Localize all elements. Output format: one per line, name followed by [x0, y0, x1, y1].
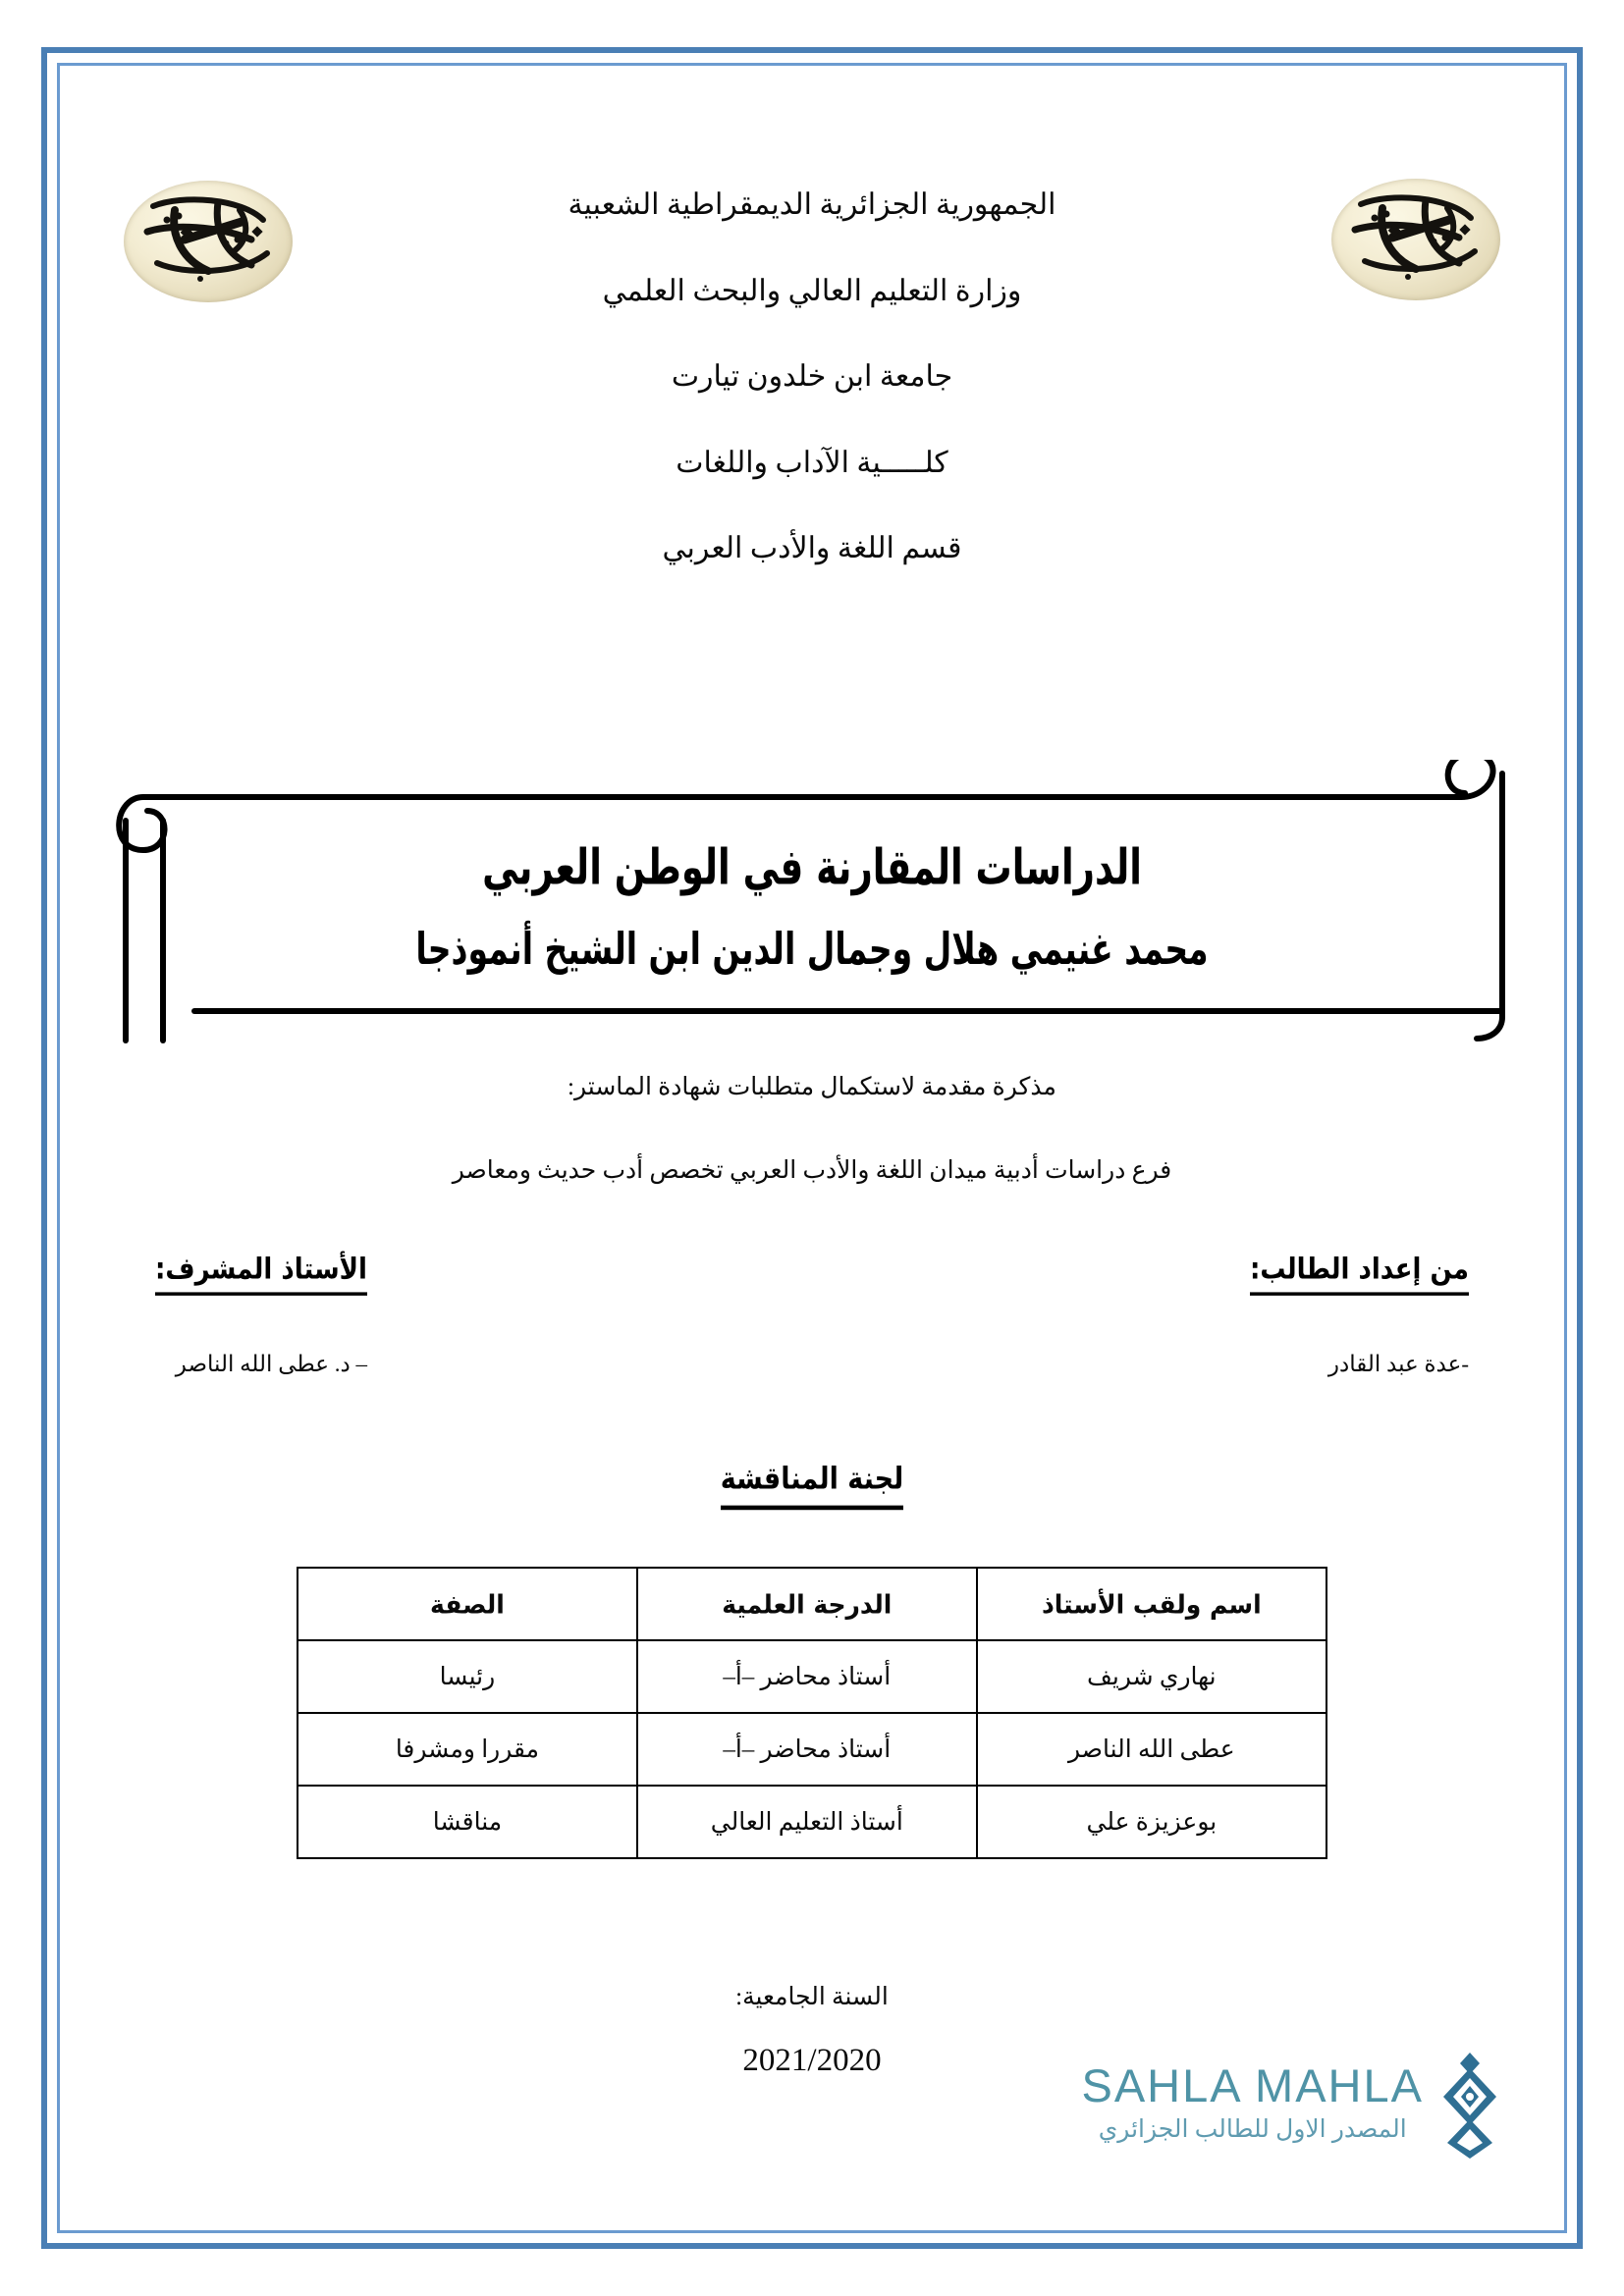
sahla-mahla-diamond-icon	[1428, 2051, 1512, 2161]
table-row	[298, 1786, 1326, 1858]
jury-member-grade: أستاذ محاضر –أ–	[637, 1640, 977, 1713]
academic-year-value: 2021/2020	[742, 2043, 882, 2078]
supervisor-role-label: الأستاذ المشرف:	[155, 1253, 367, 1296]
table-row	[298, 1713, 1326, 1786]
degree-statement: مذكرة مقدمة لاستكمال متطلبات شهادة الماستر:	[568, 1074, 1056, 1100]
people-section	[116, 1255, 1508, 1432]
watermark-brand: SAHLA MAHLA	[1081, 2059, 1424, 2111]
jury-member-role: مناقشا	[298, 1786, 637, 1858]
header-line-department: قسم اللغة والأدب العربي	[662, 532, 962, 564]
jury-member-name: بوعزيزة علي	[977, 1786, 1326, 1858]
header-line-university: جامعة ابن خلدون تيارت	[671, 360, 953, 393]
header-line-republic: الجمهورية الجزائرية الديمقراطية الشعبية	[568, 188, 1056, 221]
student-role-label: من إعداد الطالب:	[1250, 1253, 1469, 1296]
watermark-tagline: المصدر الاول للطالب الجزائري	[1098, 2116, 1407, 2143]
title-scroll-banner	[86, 760, 1540, 1044]
jury-table	[297, 1567, 1327, 1859]
jury-member-name: عطى الله الناصر	[977, 1713, 1326, 1786]
column-header-name: اسم ولقب الأستاذ	[977, 1566, 1326, 1642]
institution-header	[57, 187, 1567, 567]
jury-member-name: نهاري شريف	[977, 1640, 1326, 1713]
table-header-row	[298, 1568, 1326, 1640]
table-row	[298, 1640, 1326, 1713]
column-header-role: الصفة	[298, 1566, 637, 1642]
jury-member-grade: أستاذ التعليم العالي	[637, 1786, 977, 1858]
jury-member-role: مقررا ومشرفا	[298, 1713, 637, 1786]
thesis-description	[57, 1072, 1567, 1239]
jury-heading-label: لجنة المناقشة	[721, 1462, 904, 1510]
supervisor-column	[155, 1255, 367, 1377]
header-line-faculty: كلـــــية الآداب واللغات	[676, 446, 948, 479]
jury-heading	[57, 1461, 1567, 1507]
sahla-mahla-watermark	[1051, 2055, 1512, 2182]
thesis-subtitle: محمد غنيمي هلال وجمال الدين ابن الشيخ أنموذجا	[415, 923, 1209, 975]
supervisor-name: – د. عطى الله الناصر	[175, 1352, 367, 1376]
column-header-grade: الدرجة العلمية	[637, 1566, 977, 1642]
specialization-statement: فرع دراسات أدبية ميدان اللغة والأدب العربي تخصص أدب حديث ومعاصر	[452, 1157, 1172, 1184]
watermark-text	[1081, 2059, 1424, 2144]
jury-member-grade: أستاذ محاضر –أ–	[637, 1713, 977, 1786]
page-content	[57, 63, 1567, 2233]
student-column	[1250, 1255, 1469, 1377]
header-line-ministry: وزارة التعليم العالي والبحث العلمي	[602, 274, 1022, 307]
thesis-title: الدراسات المقارنة في الوطن العربي	[482, 838, 1142, 896]
jury-member-role: رئيسا	[298, 1640, 637, 1713]
academic-year-label: السنة الجامعية:	[735, 1984, 889, 2010]
student-name: -عدة عبد القادر	[1327, 1352, 1469, 1376]
